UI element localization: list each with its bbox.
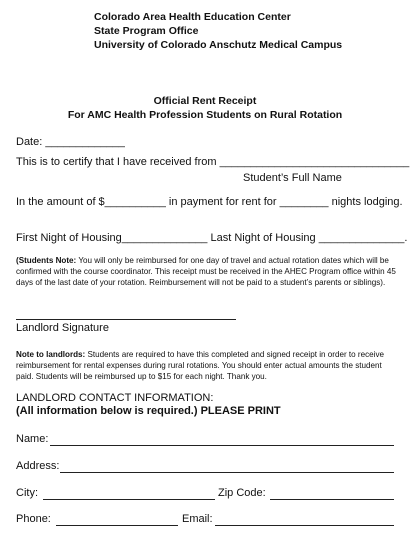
address-label: Address:	[16, 460, 60, 472]
signature-line[interactable]	[16, 319, 236, 320]
certify-row	[16, 156, 410, 168]
office-name: State Program Office	[94, 25, 199, 37]
email-field[interactable]	[215, 525, 394, 526]
phone-field[interactable]	[56, 525, 178, 526]
last-night-period: .	[404, 232, 408, 244]
first-night-label: First Night of Housing	[16, 232, 122, 244]
amount-prefix: In the amount of $	[16, 196, 105, 208]
first-night-field[interactable]: ______________	[121, 232, 208, 244]
amount-field[interactable]: __________	[104, 196, 166, 208]
landlord-signature-label: Landlord Signature	[16, 322, 109, 334]
housing-dates-row	[16, 232, 407, 244]
city-field[interactable]	[43, 499, 215, 500]
form-subtitle: For AMC Health Profession Students on Rural Rotation	[67, 109, 343, 121]
name-label: Name:	[16, 433, 49, 445]
amount-suffix: nights lodging.	[331, 196, 403, 208]
amount-row	[16, 196, 403, 208]
org-name: Colorado Area Health Education Center	[94, 11, 291, 23]
nights-field[interactable]: ________	[279, 196, 329, 208]
contact-heading: LANDLORD CONTACT INFORMATION:	[16, 392, 214, 404]
student-name-field[interactable]: _______________________________	[219, 156, 410, 168]
date-row	[16, 136, 125, 148]
email-label: Email:	[182, 513, 213, 525]
phone-label: Phone:	[16, 513, 51, 525]
landlords-note	[16, 349, 396, 382]
city-label: City:	[16, 487, 38, 499]
date-label: Date:	[16, 136, 43, 148]
landlords-note-text: Students are required to have this completed and signed receipt in order to receive reimbursement for rental expenses during rural rotations. You should enter actual amounts the student paid. Students will be reimbursed up to $15 for each night. Thank you.	[16, 350, 384, 381]
date-field[interactable]: _____________	[45, 136, 125, 148]
student-name-caption: Student’s Full Name	[243, 172, 342, 184]
name-field[interactable]	[50, 445, 394, 446]
address-field[interactable]	[60, 472, 394, 473]
zip-label: Zip Code:	[218, 487, 266, 499]
landlords-note-label: Note to landlords:	[16, 350, 86, 359]
last-night-field[interactable]: ______________	[318, 232, 405, 244]
students-note-label: (Students Note:	[16, 256, 77, 265]
students-note	[16, 255, 396, 288]
amount-mid-text: in payment for rent for	[168, 196, 277, 208]
campus-name: University of Colorado Anschutz Medical Campus	[94, 39, 343, 51]
form-title: Official Rent Receipt	[153, 95, 257, 107]
students-note-text: You will only be reimbursed for one day of travel and actual rotation dates which will be confirmed with the course coordinator. This receipt must be received in the AHEC Program office within 45 days of the last date of your rotation. Reimbursement will not be paid to a student’s parents or siblings).	[16, 256, 396, 287]
contact-subheading: (All information below is required.) PLEASE PRINT	[16, 405, 281, 417]
last-night-label: Last Night of Housing	[210, 232, 316, 244]
certify-text: This is to certify that I have received from	[16, 156, 217, 168]
zip-field[interactable]	[270, 499, 394, 500]
